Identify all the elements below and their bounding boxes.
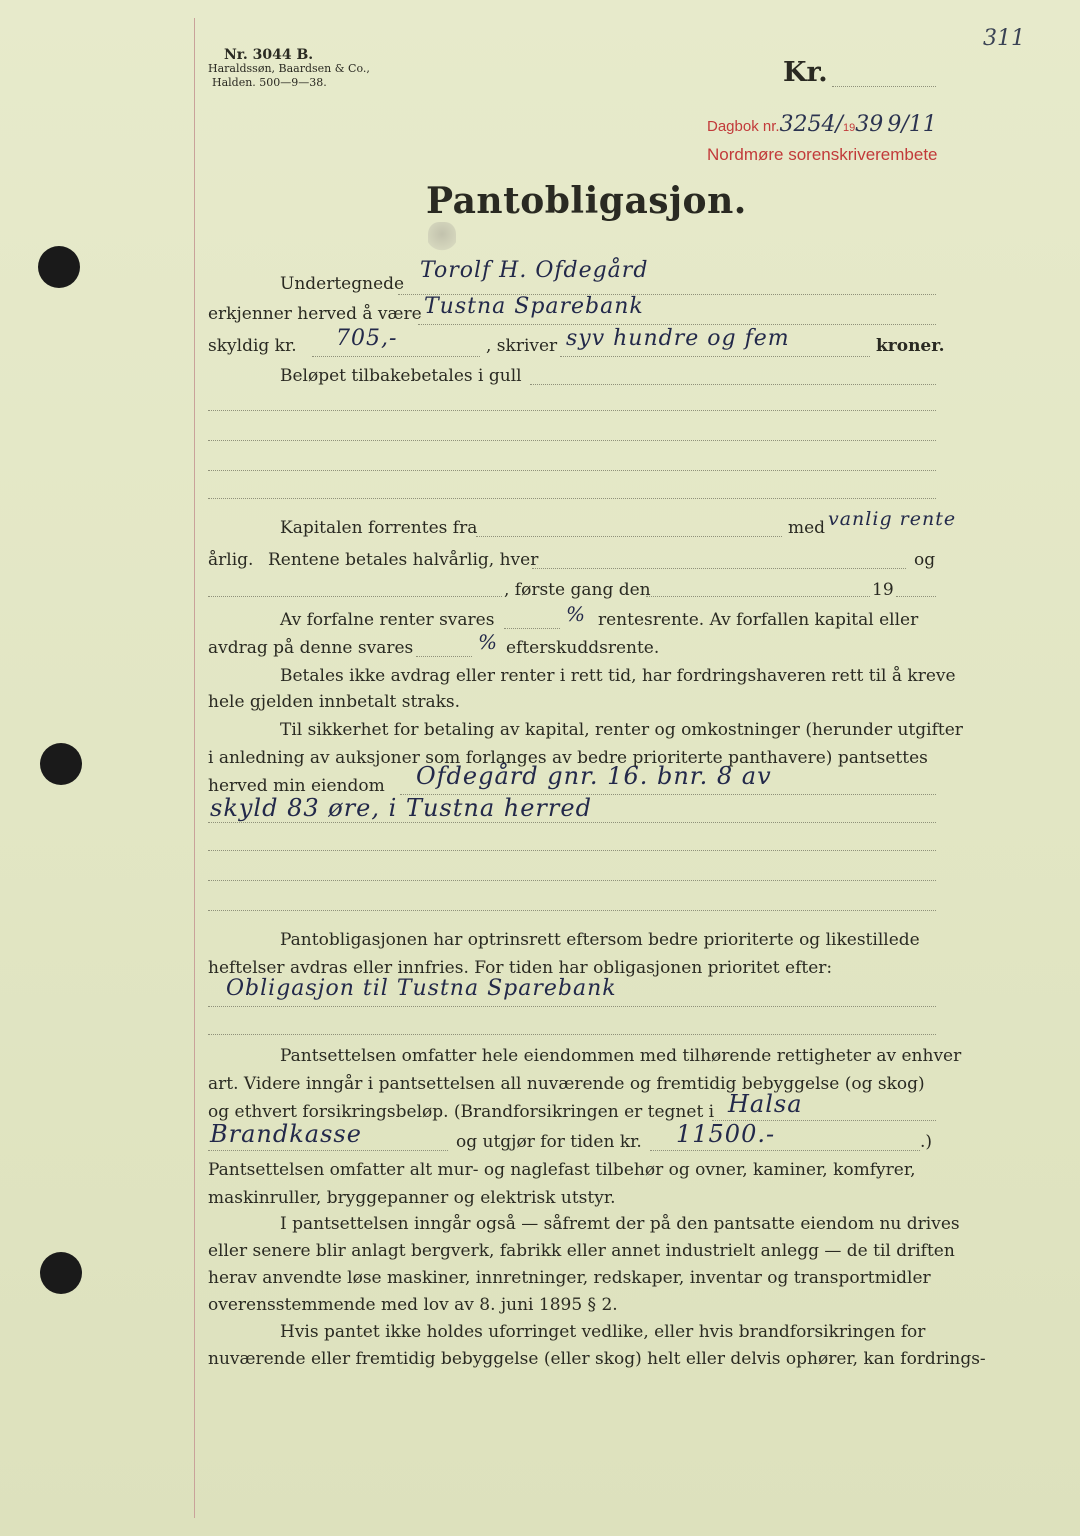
blank-line-1	[208, 410, 936, 411]
forste-line-a	[208, 596, 502, 597]
prioritet-line-1	[208, 1006, 936, 1007]
optrinsrett-2: heftelser avdras eller innfries. For tiden har obligasjonen prioritet efter:	[208, 958, 833, 978]
kapital-label: Kapitalen forrentes fra	[280, 518, 478, 538]
kr-label: Kr.	[783, 57, 828, 88]
forsikring-amount: 11500.-	[676, 1120, 776, 1148]
punch-hole-bottom	[40, 1252, 82, 1294]
punch-hole-top	[38, 246, 80, 288]
med-label: med	[788, 518, 826, 538]
office-stamp: Nordmøre sorenskriverembete	[707, 145, 938, 164]
skriver-line	[560, 356, 870, 357]
undertegnede-label: Undertegnede	[280, 274, 405, 294]
close-paren: .)	[920, 1132, 933, 1152]
omfatter-2: art. Videre inngår i pantsettelsen all nuværende og fremtidig bebyggelse (og skog)	[208, 1074, 925, 1094]
margin-rule	[194, 18, 195, 1518]
kroner-label: kroner.	[876, 336, 945, 356]
arlig-label: årlig.	[208, 550, 254, 570]
bergverk-1: I pantsettelsen inngår også — såfremt der på den pantsatte eiendom nu drives	[280, 1214, 960, 1234]
belopet-line	[530, 384, 936, 385]
undertegnede-value: Torolf H. Ofdegård	[420, 258, 649, 283]
skyldig-label: skyldig kr.	[208, 336, 297, 356]
mur-1: Pantsettelsen omfatter alt mur- og naglefast tilbehør og ovner, kaminer, komfyrer,	[208, 1160, 916, 1180]
thumbprint-mark	[428, 222, 456, 252]
forste-label: , første gang den	[504, 580, 651, 600]
eiendom-handwritten-1: Ofdegård gnr. 16. bnr. 8 av	[416, 762, 772, 790]
bergverk-2: eller senere blir anlagt bergverk, fabrikk eller annet industrielt anlegg — de til driften	[208, 1241, 955, 1261]
prioritet-handwritten: Obligasjon til Tustna Sparebank	[226, 976, 617, 1001]
erkjenner-line	[418, 324, 936, 325]
eiendom-handwritten-2: skyld 83 øre, i Tustna herred	[210, 794, 592, 822]
skriver-label: , skriver	[486, 336, 558, 356]
pct-1: %	[566, 602, 587, 626]
omfatter-4: og utgjør for tiden kr.	[456, 1132, 642, 1152]
dagbok-number: 3254/	[779, 112, 843, 137]
vedlike-1: Hvis pantet ikke holdes uforringet vedlike, eller hvis brandforsikringen for	[280, 1322, 926, 1342]
forste-line-c	[896, 596, 936, 597]
blank-line-3	[208, 470, 936, 471]
forfalne-line-1	[504, 628, 560, 629]
forfalne-2b: efterskuddsrente.	[506, 638, 660, 658]
pct-2: %	[478, 630, 499, 654]
sikkerhet-2: i anledning av auksjoner som forlanges av bedre prioriterte panthavere) pantsettes	[208, 748, 928, 768]
printer-imprint	[208, 48, 370, 90]
skyldig-amount: 705,-	[336, 326, 398, 351]
forsikring-line-2	[208, 1150, 448, 1151]
omfatter-1: Pantsettelsen omfatter hele eiendommen med tilhørende rettigheter av enhver	[280, 1046, 962, 1066]
forsikring-company-2: Brandkasse	[210, 1120, 362, 1148]
forfalne-2a: avdrag på denne svares	[208, 638, 414, 658]
forfalne-line-2	[416, 656, 472, 657]
erkjenner-value: Tustna Sparebank	[424, 294, 644, 319]
omfatter-3: og ethvert forsikringsbeløp. (Brandforsikringen er tegnet i	[208, 1102, 715, 1122]
mur-2: maskinruller, bryggepanner og elektrisk utstyr.	[208, 1188, 616, 1208]
forsikring-company-1: Halsa	[728, 1090, 803, 1118]
forsikring-line-3	[650, 1150, 920, 1151]
eiendom-line-5	[208, 910, 936, 911]
betales-2: hele gjelden innbetalt straks.	[208, 692, 461, 712]
bergverk-3: herav anvendte løse maskiner, innretninger, redskaper, inventar og transportmidler	[208, 1268, 931, 1288]
betales-1: Betales ikke avdrag eller renter i rett tid, har fordringshaveren rett til å kreve	[280, 666, 956, 686]
page-number: 311	[983, 26, 1025, 51]
bergverk-4: overensstemmende med lov av 8. juni 1895 § 2.	[208, 1295, 618, 1315]
skyldig-line	[312, 356, 480, 357]
printer-line-1: Haraldssøn, Baardsen & Co.,	[208, 62, 370, 75]
forste-line-b	[646, 596, 870, 597]
forfalne-1b: rentesrente. Av forfallen kapital eller	[598, 610, 919, 630]
belopet-label: Beløpet tilbakebetales i gull	[280, 366, 522, 386]
prioritet-line-2	[208, 1034, 936, 1035]
blank-line-2	[208, 440, 936, 441]
sikkerhet-3: herved min eiendom	[208, 776, 385, 796]
forfalne-1a: Av forfalne renter svares	[280, 610, 495, 630]
dagbok-year: 39	[855, 112, 884, 137]
renter-line	[532, 568, 906, 569]
year-nineteen: 19	[872, 580, 894, 600]
printer-line-2: Halden. 500—9—38.	[212, 76, 327, 89]
sikkerhet-1: Til sikkerhet for betaling av kapital, renter og omkostninger (herunder utgifter	[280, 720, 963, 740]
punch-hole-middle	[40, 743, 82, 785]
kr-dotted-line	[832, 86, 936, 87]
eiendom-line-2	[208, 822, 936, 823]
dagbok-stamp	[707, 112, 937, 137]
kapital-line	[476, 536, 782, 537]
dagbok-year-prefix: 19	[842, 122, 856, 134]
document-title: Pantobligasjon.	[426, 180, 747, 222]
optrinsrett-1: Pantobligasjonen har optrinsrett eftersom bedre prioriterte og likestillede	[280, 930, 920, 950]
renter-label: Rentene betales halvårlig, hver	[268, 550, 539, 570]
eiendom-line-4	[208, 880, 936, 881]
dagbok-date: 9/11	[887, 112, 937, 137]
skriver-value: syv hundre og fem	[566, 326, 790, 351]
erkjenner-label: erkjenner herved å være	[208, 304, 422, 324]
med-value: vanlig rente	[828, 508, 957, 530]
dagbok-label: Dagbok nr.	[707, 118, 780, 135]
form-number: Nr. 3044 B.	[224, 47, 314, 63]
eiendom-line-3	[208, 850, 936, 851]
og-label: og	[914, 550, 936, 570]
vedlike-2: nuværende eller fremtidig bebyggelse (eller skog) helt eller delvis ophører, kan fordrings-	[208, 1349, 986, 1369]
blank-line-4	[208, 498, 936, 499]
